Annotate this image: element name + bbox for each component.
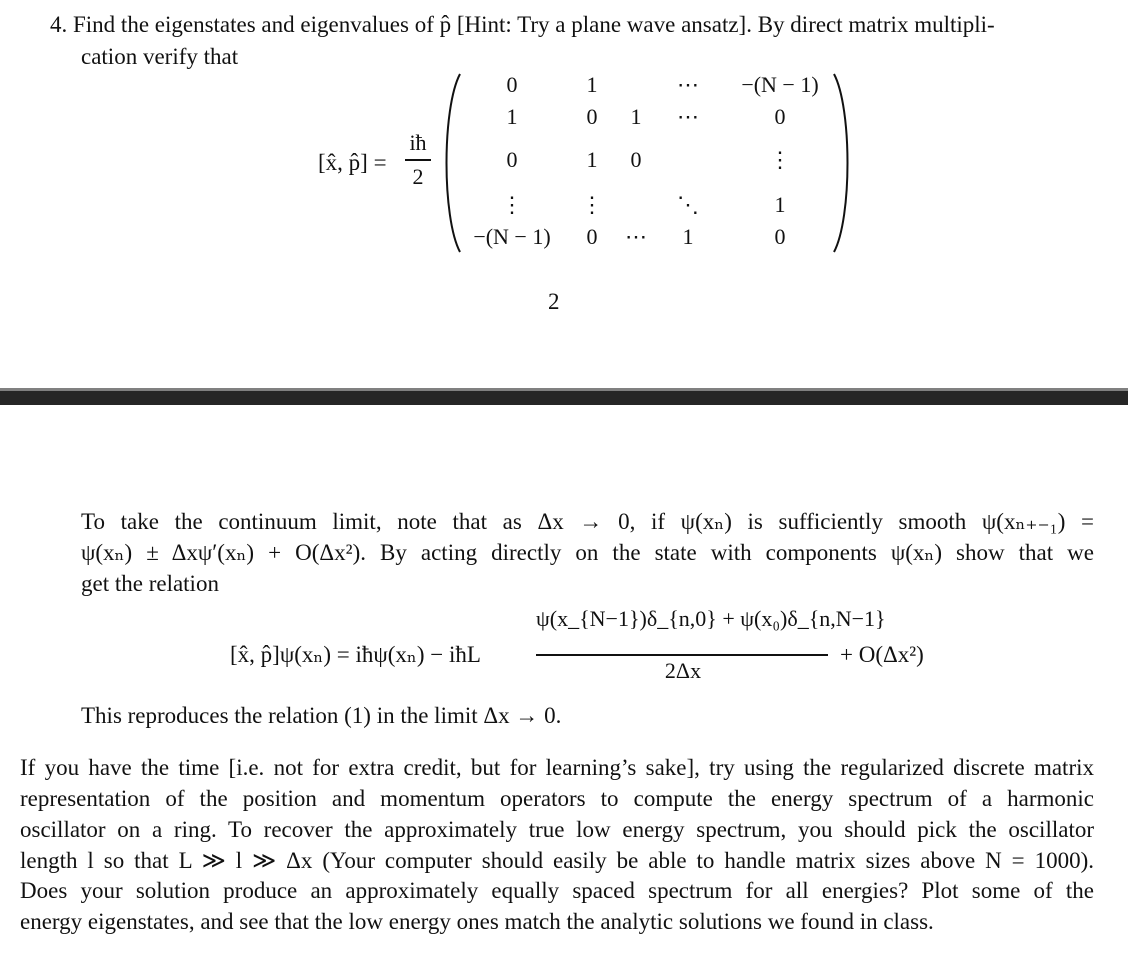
relation-lhs: [x̂, p̂]ψ(xₙ) = iħψ(xₙ) − iħL [230,642,481,667]
matrix-cell-r1-c2: 1 [630,104,642,129]
matrix-cell-r3-c1: ⋮ [581,192,603,217]
matrix-cell-r0-c1: 1 [586,72,598,97]
prefactor-numerator: iħ [409,130,427,155]
relation-bar [536,654,828,656]
matrix-cell-r0-c3: ⋯ [677,72,699,97]
problem4-line1: 4. Find the eigenstates and eigenvalues of p̂ [Hint: Try a plane wave ansatz]. By direct matrix multipli- [50,12,995,37]
matrix-cell-r3-c4: 1 [774,192,786,217]
reproduces-line: This reproduces the relation (1) in the limit Δx → 0. [81,703,562,728]
matrix-cell-r4-c4: 0 [774,224,786,249]
matrix-cell-r4-c0: −(N − 1) [473,224,551,249]
continuum-line3: get the relation [81,571,219,596]
matrix-cell-r1-c0: 1 [506,104,518,129]
problem4-line2: cation verify that [81,44,239,69]
matrix-cell-r1-c3: ⋯ [677,104,699,129]
matrix-cell-r4-c1: 0 [586,224,598,249]
extra-line2: representation of the position and momentum operators to compute the energy spectrum of a harmonic [20,786,1094,811]
matrix-cell-r4-c2: ⋯ [625,224,647,249]
matrix-cell-r2-c1: 1 [586,147,598,172]
matrix-cell-r1-c4: 0 [774,104,786,129]
matrix-cell-r4-c3: 1 [682,224,694,249]
continuum-line2: ψ(xₙ) ± Δxψ′(xₙ) + O(Δx²). By acting directly on the state with components ψ(xₙ) show that we [81,540,1094,565]
matrix-cell-r2-c0: 0 [506,147,518,172]
extra-line6: energy eigenstates, and see that the low energy ones match the analytic solutions we found in class. [20,909,934,934]
relation-tail: + O(Δx²) [840,642,924,667]
continuum-line1: To take the continuum limit, note that as Δx → 0, if ψ(xₙ) is sufficiently smooth ψ(xₙ₊₋₁) = [81,509,1094,534]
prefactor-denominator: 2 [412,164,424,189]
matrix-cell-r2-c2: 0 [630,147,642,172]
prefactor-bar [405,159,431,161]
extra-line5: Does your solution produce an approximately equally spaced spectrum for all energies? Plot some of the [20,878,1094,903]
matrix-cell-r2-c4: ⋮ [769,147,791,172]
relation-denominator: 2Δx [664,658,702,683]
matrix-cell-r0-c4: −(N − 1) [741,72,819,97]
extra-line1: If you have the time [i.e. not for extra credit, but for learning’s sake], try using the regularized discrete matrix [20,755,1094,780]
matrix-cell-r3-c0: ⋮ [501,192,523,217]
extra-line3: oscillator on a ring. To recover the approximately true low energy spectrum, you should pick the oscillator [20,817,1094,842]
relation-numerator: ψ(x_{N−1})δ_{n,0} + ψ(x₀)δ_{n,N−1} [536,606,886,631]
matrix-cell-r1-c1: 0 [586,104,598,129]
page-separator [0,391,1128,405]
extra-line4: length l so that L ≫ l ≫ Δx (Your computer should easily be able to handle matrix sizes above N = 1000). [20,848,1094,873]
matrix-cell-r0-c0: 0 [506,72,518,97]
commutator-lhs: [x̂, p̂] = [318,150,387,175]
page-number: 2 [548,289,560,314]
matrix-cell-r3-c3: ⋱ [677,192,699,217]
